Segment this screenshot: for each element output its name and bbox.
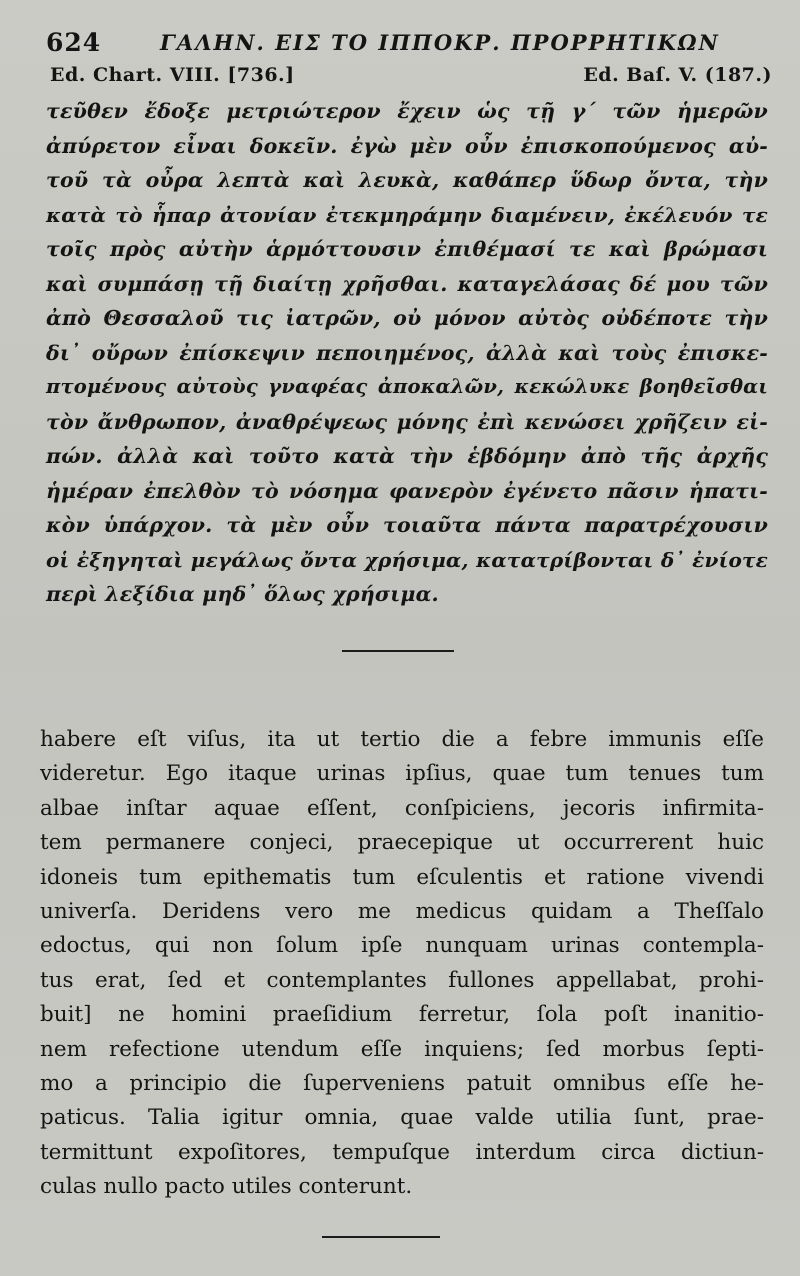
latin-line: tem permanere conjeci, praecepique ut occurrerent huic <box>40 830 764 856</box>
latin-line: termittunt expoſitores, tempuſque interdum circa dictiun- <box>40 1139 764 1165</box>
latin-text-block <box>40 723 764 1204</box>
greek-line: ἀπύρετον εἶναι δοκεῖν. ἐγὼ μὲν οὖν ἐπισκοπούμενος αὐ- <box>46 133 768 158</box>
greek-line: ἀπὸ Θεσσαλοῦ τις ἰατρῶν, οὐ μόνον αὐτὸς οὐδέποτε τὴν <box>46 306 768 330</box>
latin-line: edoctus, qui non ſolum ipſe nunquam urinas contempla- <box>40 933 764 959</box>
latin-line: habere eſt viſus, ita ut tertio die a febre immunis eſſe <box>40 727 764 752</box>
greek-line: τοῖς πρὸς αὐτὴν ἁρμόττουσιν ἐπιθέμασί τε καὶ βρώμασι <box>46 237 768 261</box>
latin-line: videretur. Ego itaque urinas ipſius, quae tum tenues tum <box>40 761 764 787</box>
page-header <box>46 28 766 64</box>
latin-line: univerſa. Deridens vero me medicus quidam a Theſſalo <box>40 898 764 924</box>
greek-line: τεῦθεν ἔδοξε μετριώτερον ἔχειν ὡς τῇ γ΄ τῶν ἡμερῶν <box>46 99 768 123</box>
edition-basel: Ed. Baſ. V. (187.) <box>583 64 772 86</box>
greek-text-block <box>46 94 768 612</box>
greek-line: κατὰ τὸ ἧπαρ ἀτονίαν ἐτεκμηράμην διαμένειν, ἐκέλευόν τε <box>46 202 768 227</box>
end-divider <box>322 1236 440 1238</box>
greek-line: τοῦ τὰ οὖρα λεπτὰ καὶ λευκὰ, καθάπερ ὕδωρ ὄντα, τὴν <box>46 168 768 192</box>
greek-line: δι᾽ οὔρων ἐπίσκεψιν πεποιημένος, ἀλλὰ καὶ τοὺς ἐπισκε- <box>46 340 768 365</box>
section-divider <box>342 650 454 652</box>
greek-line: πών. ἀλλὰ καὶ τοῦτο κατὰ τὴν ἑβδόμην ἀπὸ τῆς ἀρχῆς <box>46 444 768 468</box>
edition-chartier: Ed. Chart. VIII. [736.] <box>50 64 295 86</box>
greek-line: περὶ λεξίδια μηδ᾽ ὅλως χρήσιμα. <box>46 582 439 606</box>
page-number: 624 <box>46 28 102 57</box>
latin-line: buit] ne homini praeſidium ferretur, ſola poſt inanitio- <box>40 1002 764 1028</box>
running-title: ΓΑΛΗΝ. ΕΙΣ ΤΟ ΙΠΠΟΚΡ. ΠΡΟΡΡΗΤΙΚΩΝ <box>160 30 720 55</box>
latin-line: tus erat, ſed et contemplantes fullones appellabat, prohi- <box>40 967 764 993</box>
latin-line: albae inſtar aquae eſſent, conſpiciens, jecoris infirmita- <box>40 795 764 821</box>
greek-line: πτομένους αὐτοὺς γναφέας ἀποκαλῶν, κεκώλυκε βοηθεῖσθαι <box>46 375 768 398</box>
greek-line: οἱ ἐξηγηταὶ μεγάλως ὄντα χρήσιμα, κατατρίβονται δ᾽ ἐνίοτε <box>46 547 768 572</box>
greek-line: καὶ συμπάσῃ τῇ διαίτῃ χρῆσθαι. καταγελάσας δέ μου τῶν <box>46 271 768 296</box>
greek-line: τὸν ἄνθρωπον, ἀναθρέψεως μόνης ἐπὶ κενώσει χρῆζειν εἰ- <box>46 409 768 434</box>
edition-references <box>50 64 772 94</box>
latin-line: nem refectione utendum eſſe inquiens; ſed morbus ſepti- <box>40 1036 764 1062</box>
latin-line: paticus. Talia igitur omnia, quae valde utilia ſunt, prae- <box>40 1105 764 1131</box>
latin-line: idoneis tum epithematis tum eſculentis et ratione vivendi <box>40 864 764 890</box>
latin-line: culas nullo pacto utiles conterunt. <box>40 1174 413 1200</box>
greek-line: ἡμέραν ἐπελθὸν τὸ νόσημα φανερὸν ἐγένετο πᾶσιν ἡπατι- <box>46 478 768 503</box>
latin-line: mo a principio die ſuperveniens patuit omnibus eſſe he- <box>40 1070 764 1096</box>
greek-line: κὸν ὑπάρχον. τὰ μὲν οὖν τοιαῦτα πάντα παρατρέχουσιν <box>46 513 768 537</box>
